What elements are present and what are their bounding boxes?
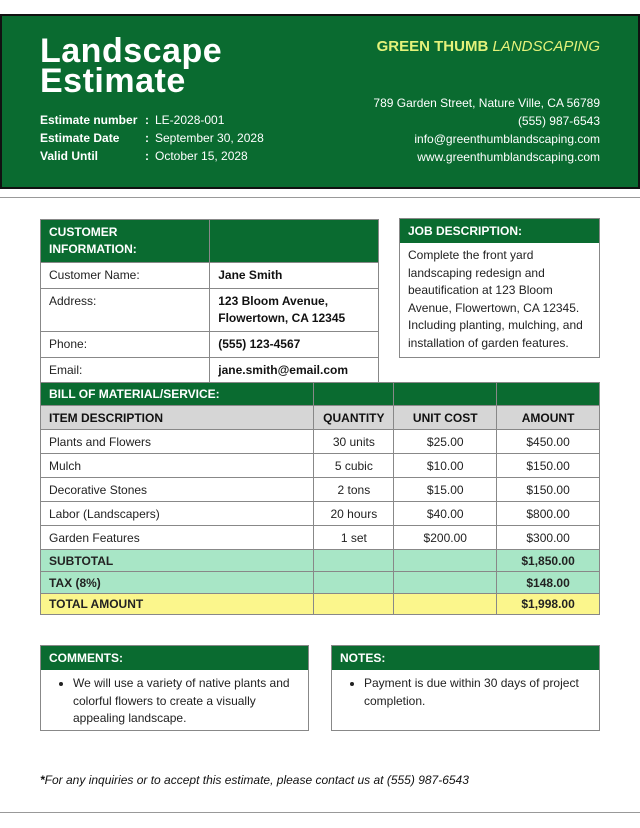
list-item: • Payment is due within 30 days of project completion. <box>364 675 589 710</box>
table-row: Mulch 5 cubic $10.00 $150.00 <box>41 454 600 478</box>
estimate-number: LE-2028-001 <box>155 113 225 127</box>
bill-column-headers: ITEM DESCRIPTION QUANTITY UNIT COST AMOUNT <box>41 406 600 430</box>
spacer <box>0 367 640 368</box>
table-row: Decorative Stones 2 tons $15.00 $150.00 <box>41 478 600 502</box>
subtotal-value: $1,850.00 <box>497 550 600 572</box>
comments-list <box>41 670 308 733</box>
customer-name-row: Customer Name: Jane Smith <box>41 263 379 289</box>
valid-until: October 15, 2028 <box>155 149 248 163</box>
comments-box <box>40 645 309 731</box>
customer-phone-row: Phone: (555) 123-4567 <box>41 332 379 358</box>
notes-heading: NOTES: <box>332 646 599 670</box>
list-item: • We will use a variety of native plants and colorful flowers to create a visually appealing landscape. <box>73 675 298 728</box>
table-row: Labor (Landscapers) 20 hours $40.00 $800.00 <box>41 502 600 526</box>
bill-header: BILL OF MATERIAL/SERVICE: <box>41 383 600 406</box>
customer-phone: (555) 123-4567 <box>210 332 379 358</box>
estimate-meta <box>40 111 264 165</box>
company-name: GREEN THUMB LANDSCAPING <box>376 38 600 55</box>
estimate-number-row: Estimate number : LE-2028-001 <box>40 113 225 127</box>
customer-info-header: CUSTOMER INFORMATION: <box>41 220 379 263</box>
total-value: $1,998.00 <box>497 594 600 615</box>
notes-list <box>332 670 599 715</box>
estimate-date-row: Estimate Date : September 30, 2028 <box>40 131 264 145</box>
customer-email-row: Email: jane.smith@email.com <box>41 358 379 384</box>
company-email: info@greenthumblandscaping.com <box>414 132 600 146</box>
footer-note: *For any inquiries or to accept this estimate, please contact us at (555) 987-6543 <box>40 773 469 787</box>
bill-table <box>40 382 600 615</box>
table-row: Garden Features 1 set $200.00 $300.00 <box>41 526 600 550</box>
customer-info-table <box>40 219 379 384</box>
job-description-box <box>399 218 600 358</box>
notes-box <box>331 645 600 731</box>
tax-row: TAX (8%) $148.00 <box>41 572 600 594</box>
company-phone: (555) 987-6543 <box>517 114 600 128</box>
comments-heading: COMMENTS: <box>41 646 308 670</box>
company-address: 789 Garden Street, Nature Ville, CA 56789 <box>373 96 600 110</box>
valid-until-row: Valid Until : October 15, 2028 <box>40 149 248 163</box>
customer-address: 123 Bloom Avenue, Flowertown, CA 12345 <box>210 289 379 332</box>
tax-value: $148.00 <box>497 572 600 594</box>
company-contact <box>373 94 600 166</box>
table-row: Plants and Flowers 30 units $25.00 $450.00 <box>41 430 600 454</box>
customer-address-row: Address: 123 Bloom Avenue, Flowertown, CA 12345 <box>41 289 379 332</box>
page-title: Landscape Estimate <box>40 32 223 100</box>
header-banner <box>0 14 640 189</box>
job-description-heading: JOB DESCRIPTION: <box>400 219 599 243</box>
customer-name: Jane Smith <box>210 263 379 289</box>
divider-bottom <box>0 812 640 813</box>
divider-top <box>0 197 640 198</box>
company-website: www.greenthumblandscaping.com <box>417 150 600 164</box>
estimate-date: September 30, 2028 <box>155 131 264 145</box>
total-row: TOTAL AMOUNT $1,998.00 <box>41 594 600 615</box>
subtotal-row: SUBTOTAL $1,850.00 <box>41 550 600 572</box>
job-description-text: Complete the front yard landscaping redesign and beautification at 123 Bloom Avenue, Flowertown, CA 12345. Including planting, mulching, and installation of garden features. <box>408 248 583 350</box>
customer-email: jane.smith@email.com <box>210 358 379 384</box>
